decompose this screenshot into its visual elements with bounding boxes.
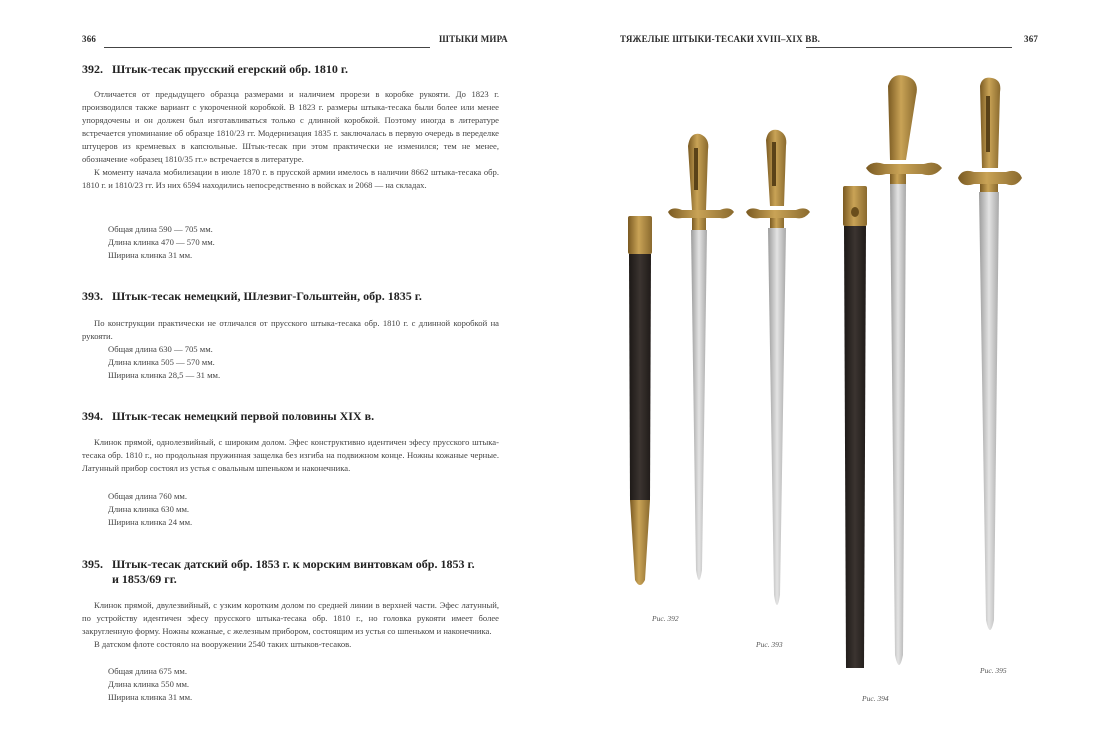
- section-392-specs: Общая длина 590 — 705 мм. Длина клинка 470 — 570 мм. Ширина клинка 31 мм.: [108, 224, 215, 260]
- left-header-rule: [104, 47, 430, 48]
- section-395-specs: Общая длина 675 мм. Длина клинка 550 мм. Ширина клинка 31 мм.: [108, 666, 193, 702]
- right-running-head: ТЯЖЕЛЫЕ ШТЫКИ-ТЕСАКИ XVIII–XIX ВВ.: [620, 34, 821, 44]
- right-page-number: 367: [1024, 34, 1039, 44]
- section-393-heading: 393. Штык-тесак немецкий, Шлезвиг-Гольштейн, обр. 1835 г.: [82, 289, 422, 303]
- bayonet-illustrations: [560, 0, 1120, 747]
- caption-fig-395: Рис. 395: [980, 666, 1007, 675]
- caption-fig-392: Рис. 392: [652, 614, 679, 623]
- section-394-text: Клинок прямой, однолезвийный, с широким долом. Эфес конструктивно идентичен эфесу прусского штыка-тесака обр. 1810 г., но продольная пружинная защелка без изгиба на подвижном конце. Ножны кожаные черные. Латунный прибор состоял из устья с овальным шпеньком и наконечника.: [82, 437, 499, 473]
- left-page-number: 366: [82, 34, 97, 44]
- fig-393-bayonet: [746, 130, 810, 605]
- section-394-heading: 394. Штык-тесак немецкий первой половины XIX в.: [82, 409, 375, 423]
- section-393-text: По конструкции практически не отличался от прусского штыка-тесака обр. 1810 г. с длинной коробкой на рукояти.: [82, 318, 499, 341]
- section-392-text: Отличается от предыдущего образца размерами и наличием прорези в коробке рукояти. До 1823 г. производился также вариант с укороченной коробкой. В 1823 г. размеры штыка-тесака были более или менее упорядочены и он должен был изготавливаться только с длинной коробкой. Поэтому иногда в литературе встречается упоминание об образце 1810/23 гг. Модернизация 1835 г. заключалась в первую очередь в переделке штуцеров из кремневых в капсюльные. Штык-тесак при этом практически не изменился; тем не менее, обозначение «образец 1810/35 гг.» встречается в литературе. К моменту начала мобилизации в июле 1870 г. в прусской армии имелось в наличии 8662 штыка-тесака обр. 1810 г. и 1810/23 гг. Из них 6594 находились непосредственно в войсках и 2068 — на складах.: [82, 89, 499, 190]
- fig-395-bayonet: [958, 78, 1022, 630]
- left-running-head: ШТЫКИ МИРА: [439, 34, 508, 44]
- caption-fig-393: Рис. 393: [756, 640, 783, 649]
- section-393-specs: Общая длина 630 — 705 мм. Длина клинка 505 — 570 мм. Ширина клинка 28,5 — 31 мм.: [108, 344, 221, 380]
- fig-392-bayonet: [668, 134, 734, 580]
- fig-392-scabbard: [628, 216, 652, 585]
- fig-394-bayonet: [866, 75, 942, 665]
- section-395-heading: 395. Штык-тесак датский обр. 1853 г. к морским винтовкам обр. 1853 г. и 1853/69 гг.: [82, 557, 475, 586]
- section-394-specs: Общая длина 760 мм. Длина клинка 630 мм. Ширина клинка 24 мм.: [108, 491, 193, 527]
- right-page: [560, 0, 1120, 747]
- caption-fig-394: Рис. 394: [862, 694, 889, 703]
- fig-394-scabbard: [843, 186, 867, 668]
- section-395-text: Клинок прямой, двулезвийный, с узким коротким долом по средней линии в верхней части. Эфес латунный, по устройству идентичен эфесу прусского штыка-тесака обр. 1810 г., но головка рукояти имеет более закругленную форму. Ножны кожаные, с железным прибором, состоящим из устья со шпеньком и наконечника. В датском флоте состояло на вооружении 2540 таких штыков-тесаков.: [82, 600, 499, 649]
- section-392-heading: 392. Штык-тесак прусский егерский обр. 1810 г.: [82, 62, 349, 76]
